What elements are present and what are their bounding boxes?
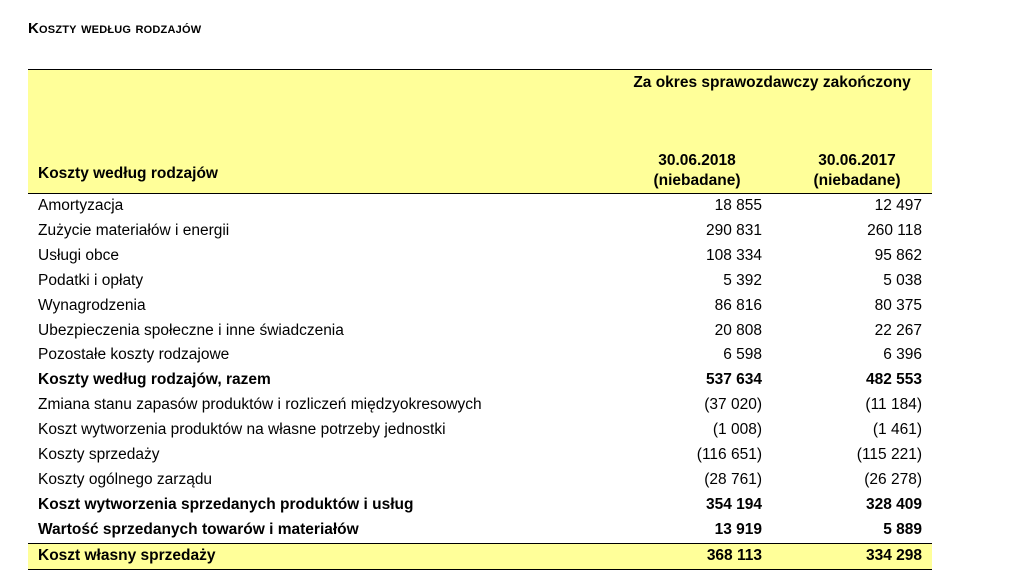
period-title: Za okres sprawozdawczy zakończony [612,70,932,136]
table-row [28,194,932,219]
header-empty-cell [28,70,612,136]
table-row [28,219,932,244]
row-label: Zmiana stanu zapasów produktów i rozliczeń międzyokresowych [38,396,482,414]
table-row [28,443,932,468]
row-label: Wynagrodzenia [38,296,146,314]
page-title: Koszty według rodzajów [28,20,202,37]
row-label-header: Koszty według rodzajów [28,135,612,194]
value-2018: 108 334 [705,246,762,264]
table-row [28,518,932,543]
value-2018: 290 831 [705,221,762,239]
value-2018: (116 651) [696,446,762,464]
table-row [28,269,932,294]
row-label: Koszty według rodzajów, razem [38,371,271,389]
row-label: Pozostałe koszty rodzajowe [38,346,230,364]
value-2017: 80 375 [874,296,922,314]
value-2017: (1 461) [872,421,922,439]
table-row [28,468,932,493]
table-row [28,493,932,518]
row-label: Koszt wytworzenia sprzedanych produktów i usług [38,495,414,513]
value-2018: 18 855 [714,197,762,214]
row-label: Usługi obce [38,246,119,264]
value-2018: (28 761) [704,470,762,488]
value-2017: 5 038 [883,271,922,289]
value-2017: 95 862 [874,246,922,264]
cost-table [28,69,932,570]
row-label: Podatki i opłaty [38,271,144,289]
column-note-2017: (niebadane) [813,172,901,189]
total-row [28,543,932,569]
value-2018: 354 194 [705,495,762,513]
value-2018: (1 008) [712,421,762,439]
table-row [28,393,932,418]
row-label: Ubezpieczenia społeczne i inne świadczenia [38,321,344,339]
value-2017: (115 221) [856,446,922,464]
value-2018: (37 020) [704,396,762,414]
value-2018: 537 634 [705,371,762,389]
column-date-2017: 30.06.2017 [818,152,896,169]
column-header-2018 [612,135,772,194]
value-2018: 20 808 [714,321,762,339]
value-2017: 22 267 [874,321,922,339]
table-row [28,294,932,319]
header-row-columns [28,135,932,194]
value-2018: 13 919 [714,520,762,538]
table-header [28,70,932,194]
value-2017: 6 396 [883,346,922,364]
value-2017: (26 278) [864,470,922,488]
table-row [28,368,932,393]
value-2017: 5 889 [883,520,922,538]
column-header-2017 [772,135,932,194]
value-2018: 368 113 [612,543,772,569]
value-2017: 12 497 [874,197,922,214]
value-2017: 260 118 [867,221,922,239]
value-2017: 334 298 [772,543,932,569]
row-label: Koszty ogólnego zarządu [38,470,213,488]
row-label: Koszty sprzedaży [38,446,160,464]
value-2017: (11 184) [865,396,922,414]
value-2018: 5 392 [723,271,762,289]
value-2018: 6 598 [723,346,762,364]
row-label: Amortyzacja [38,197,124,214]
row-label: Zużycie materiałów i energii [38,221,230,239]
table-row [28,343,932,368]
table-row [28,319,932,344]
table-row [28,244,932,269]
value-2017: 328 409 [865,495,922,513]
row-label: Koszt własny sprzedaży [28,543,612,569]
column-note-2018: (niebadane) [653,172,741,189]
row-label: Wartość sprzedanych towarów i materiałów [38,520,359,538]
table-row [28,418,932,443]
row-label: Koszt wytworzenia produktów na własne potrzeby jednostki [38,421,446,439]
column-date-2018: 30.06.2018 [658,152,736,169]
table-body [28,194,932,570]
header-row-period [28,70,932,136]
value-2017: 482 553 [865,371,922,389]
value-2018: 86 816 [714,296,762,314]
